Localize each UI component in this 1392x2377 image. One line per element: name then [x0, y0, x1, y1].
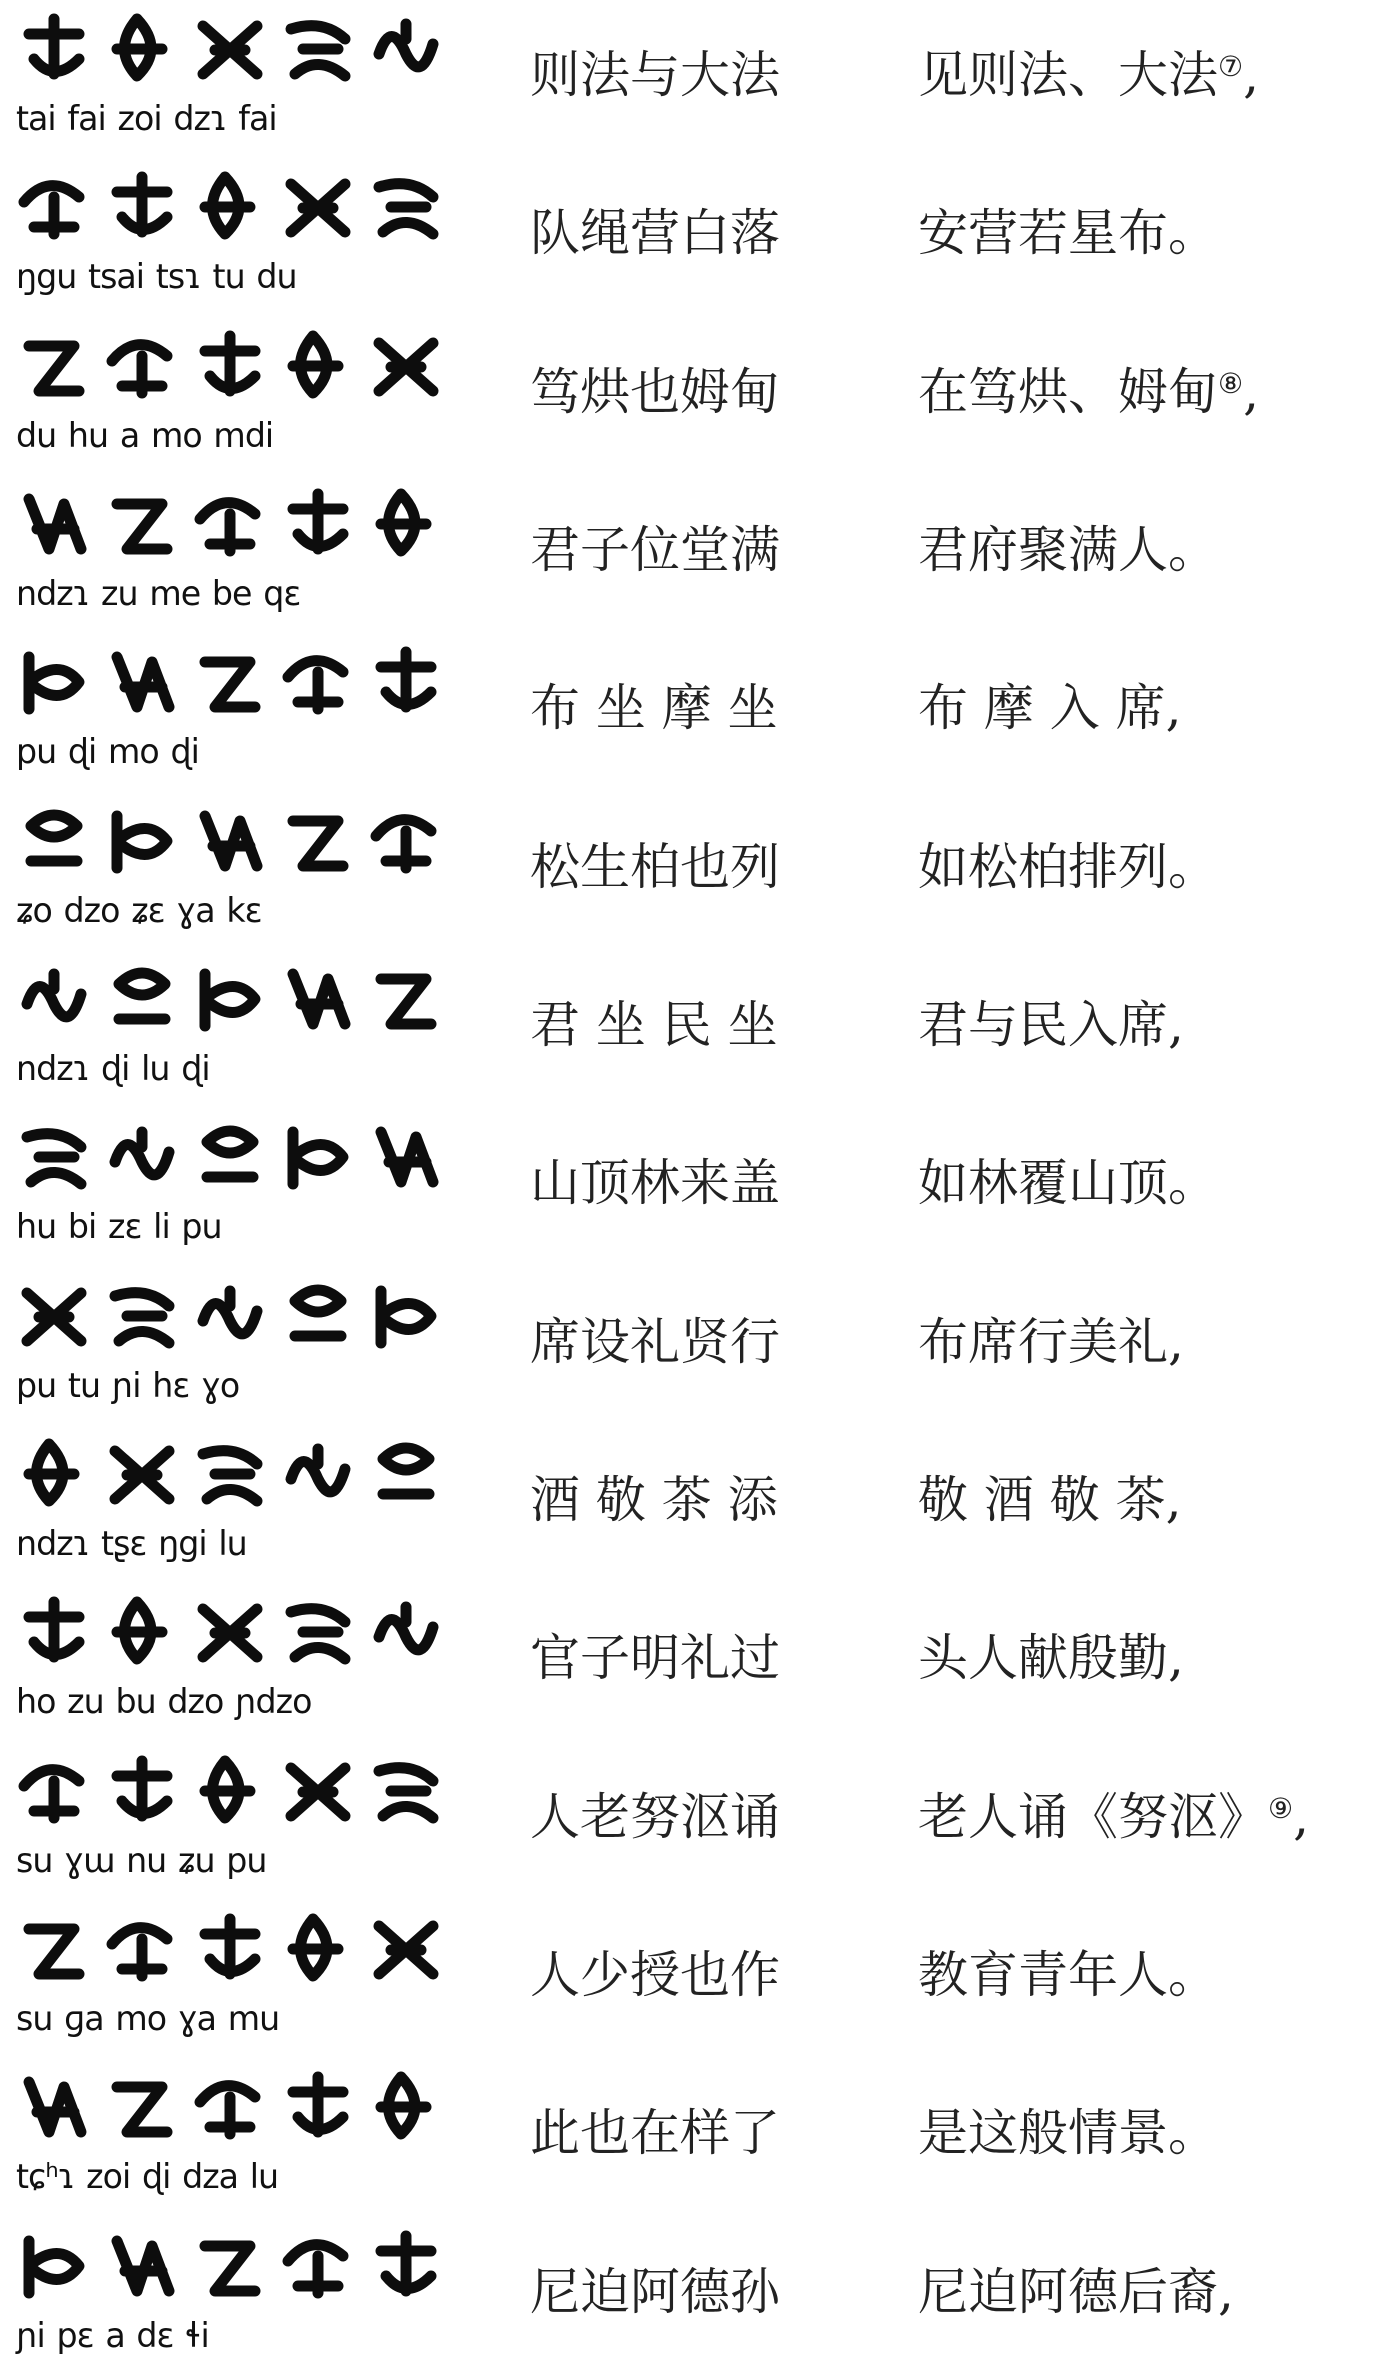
ipa-syllable: ɡa — [64, 1999, 104, 2039]
free-translation — [918, 673, 1388, 743]
literal-translation: 酒 敬 茶 添 — [530, 1471, 778, 1529]
ipa-syllable: be — [211, 574, 252, 614]
free-translation-text: 安营若星布。 — [918, 204, 1218, 263]
yi-glyph-icon — [381, 1291, 431, 1343]
yi-original-column — [10, 950, 450, 1110]
yi-glyph-icon — [379, 1767, 433, 1817]
yi-glyph-icon — [293, 2077, 343, 2132]
yi-glyph-icon — [205, 662, 255, 707]
verse-row — [0, 317, 1392, 475]
ipa-syllable: a — [119, 415, 140, 456]
ipa-syllable: bi — [67, 1207, 97, 1248]
free-translation — [918, 1782, 1388, 1852]
ipa-syllable: lu — [218, 1524, 247, 1564]
yi-script-line — [10, 1275, 450, 1355]
ipa-syllable: ɖi — [181, 1049, 210, 1089]
yi-glyph-icon — [379, 343, 433, 391]
yi-glyph-icon — [29, 657, 79, 709]
ipa-syllable: ndzɿ — [16, 574, 90, 614]
yi-glyph-icon — [203, 26, 257, 74]
ipa-transcription — [16, 1838, 446, 1884]
yi-glyph-icon — [376, 819, 431, 867]
ipa-syllable: ho — [16, 1682, 56, 1723]
yi-original-column — [10, 158, 450, 318]
ipa-syllable: dza — [182, 2157, 239, 2198]
ipa-syllable: pɛ — [56, 2315, 94, 2356]
free-translation-text: 布席行美礼, — [918, 1312, 1184, 1371]
yi-glyph-icon — [383, 1448, 429, 1494]
ipa-syllable: zoi — [86, 2157, 131, 2198]
yi-glyph-icon — [381, 494, 426, 551]
ipa-syllable: zu — [101, 574, 138, 614]
ipa-syllable: pu — [181, 1207, 222, 1248]
literal-translation: 人老努沤诵 — [530, 1787, 780, 1846]
yi-glyph-icon — [295, 1290, 341, 1336]
yi-glyph-icon — [293, 1919, 338, 1976]
yi-original-column — [10, 1108, 450, 1268]
literal-translation: 人少授也作 — [530, 1946, 780, 2004]
yi-glyph-icon — [288, 2244, 343, 2292]
yi-glyph-icon — [112, 344, 167, 392]
yi-script-line — [10, 1908, 450, 1988]
yi-script-line — [10, 483, 450, 563]
free-translation — [918, 1623, 1388, 1693]
verse-row — [0, 633, 1392, 791]
ipa-syllable: ɣa — [177, 1999, 217, 2039]
ipa-syllable: mu — [227, 1999, 280, 2039]
literal-translation: 席设礼贤行 — [530, 1312, 780, 1371]
ipa-syllable: li — [153, 1207, 170, 1248]
literal-translation: 布 坐 摩 坐 — [530, 679, 778, 738]
ipa-transcription — [16, 1521, 446, 1567]
yi-glyph-icon — [205, 1919, 255, 1974]
yi-glyph-icon — [205, 1761, 250, 1818]
ipa-syllable: qɛ — [263, 574, 301, 614]
footnote-marker[interactable]: ⑦ — [1218, 50, 1244, 83]
yi-glyph-icon — [115, 1132, 169, 1175]
ipa-syllable: bu — [115, 1682, 156, 1723]
ipa-syllable: mdi — [213, 415, 274, 456]
ipa-syllable: ɣɯ — [64, 1840, 115, 1881]
yi-original-column — [10, 2217, 450, 2377]
yi-glyph-icon — [27, 1293, 81, 1341]
ipa-transcription — [16, 1679, 446, 1725]
free-translation-text: 君府聚满人。 — [918, 521, 1218, 579]
trailing-punctuation: , — [1293, 1787, 1310, 1846]
ipa-syllable: dzo — [167, 1682, 224, 1723]
ipa-transcription — [16, 2313, 446, 2359]
ipa-syllable: ɖi — [170, 732, 199, 773]
ipa-syllable: ŋgi — [158, 1524, 207, 1564]
ipa-syllable: ndzɿ — [16, 1049, 90, 1089]
ipa-syllable: hu — [16, 1207, 57, 1248]
yi-script-line — [10, 2066, 450, 2146]
yi-glyph-icon — [205, 816, 257, 866]
free-translation-text: 老人诵《努沤》 — [918, 1787, 1268, 1846]
ipa-transcription — [16, 571, 446, 617]
ipa-syllable: ʑu — [177, 1840, 215, 1881]
ipa-transcription — [16, 2154, 446, 2200]
ipa-transcription — [16, 254, 446, 300]
ipa-transcription — [16, 729, 446, 775]
ipa-syllable: tɕʰɿ — [16, 2157, 75, 2198]
trailing-punctuation: , — [1243, 362, 1260, 421]
ipa-syllable: pu — [16, 1365, 57, 1406]
ipa-syllable: tu — [67, 1365, 101, 1406]
ipa-transcription — [16, 96, 446, 142]
yi-script-line — [10, 1433, 450, 1513]
yi-glyph-icon — [27, 1134, 81, 1184]
literal-translation: 队绳营白落 — [530, 204, 780, 263]
ipa-syllable: tu — [212, 257, 245, 298]
ipa-syllable: du — [256, 257, 297, 298]
verse-row — [0, 950, 1392, 1108]
ipa-syllable: lu — [141, 1049, 170, 1089]
yi-original-column — [10, 1900, 450, 2060]
yi-glyph-icon — [381, 1132, 433, 1182]
verse-row — [0, 2217, 1392, 2375]
yi-glyph-icon — [115, 1292, 169, 1342]
ipa-syllable: tai — [16, 99, 56, 139]
ipa-syllable: ʑɛ — [131, 890, 165, 931]
yi-glyph-icon — [117, 2087, 167, 2132]
yi-glyph-icon — [203, 1451, 257, 1501]
ipa-syllable: mo — [115, 1999, 167, 2039]
free-translation-text: 尼迫阿德后裔, — [918, 2262, 1234, 2321]
ipa-transcription — [16, 888, 446, 934]
yi-glyph-icon — [31, 815, 77, 861]
ipa-syllable: ɲi — [16, 2315, 45, 2356]
yi-glyph-icon — [29, 2082, 81, 2132]
yi-script-line — [10, 958, 450, 1038]
yi-glyph-icon — [293, 1132, 343, 1184]
verse-row — [0, 0, 1392, 158]
yi-glyph-icon — [205, 2246, 255, 2291]
literal-translation: 松生柏也列 — [530, 837, 780, 896]
ipa-transcription — [16, 1204, 446, 1250]
yi-glyph-icon — [117, 2241, 169, 2291]
verse-row — [0, 1267, 1392, 1425]
yi-script-line — [10, 641, 450, 721]
footnote-marker[interactable]: ⑧ — [1218, 366, 1244, 400]
yi-glyph-icon — [203, 1291, 257, 1334]
ipa-syllable: ʑo — [16, 890, 52, 931]
ipa-syllable: fai — [67, 99, 106, 139]
yi-glyph-icon — [29, 19, 79, 74]
literal-translation: 山顶林来盖 — [530, 1154, 780, 1213]
free-translation — [918, 1465, 1388, 1535]
yi-glyph-icon — [379, 24, 433, 67]
yi-glyph-icon — [291, 184, 345, 232]
yi-glyph-icon — [379, 1607, 433, 1650]
ipa-transcription — [16, 1046, 446, 1092]
literal-translation: 官子明礼过 — [530, 1629, 780, 1688]
ipa-syllable: nu — [126, 1840, 167, 1881]
free-translation — [918, 1148, 1388, 1218]
free-translation — [918, 515, 1388, 585]
yi-glyph-icon — [117, 504, 167, 549]
ipa-syllable: ndzɿ — [16, 1524, 90, 1564]
verse-row — [0, 1742, 1392, 1900]
yi-script-line — [10, 325, 450, 405]
free-translation — [918, 1940, 1388, 2010]
yi-script-line — [10, 166, 450, 246]
yi-script-line — [10, 2225, 450, 2305]
ipa-syllable: ɖi — [101, 1049, 130, 1089]
yi-glyph-icon — [203, 1609, 257, 1657]
yi-script-line — [10, 800, 450, 880]
ipa-syllable: fai — [238, 99, 277, 139]
ipa-syllable: ɖi — [67, 732, 97, 773]
verse-row — [0, 2058, 1392, 2216]
verse-row — [0, 792, 1392, 950]
yi-glyph-icon — [381, 2236, 431, 2291]
yi-glyph-icon — [381, 979, 431, 1024]
yi-original-column — [10, 1267, 450, 1427]
yi-glyph-icon — [293, 336, 338, 393]
verse-row — [0, 475, 1392, 633]
ipa-syllable: ŋgu — [16, 257, 77, 298]
yi-glyph-icon — [119, 973, 165, 1019]
yi-glyph-icon — [117, 177, 167, 232]
free-translation — [918, 2257, 1388, 2327]
yi-glyph-icon — [291, 1768, 345, 1816]
yi-glyph-icon — [200, 2086, 255, 2134]
free-translation — [918, 2098, 1388, 2168]
ipa-syllable: ɲdzo — [235, 1682, 312, 1723]
footnote-marker[interactable]: ⑨ — [1268, 1791, 1294, 1825]
ipa-syllable: du — [16, 415, 57, 456]
yi-glyph-icon — [379, 1926, 433, 1974]
yi-glyph-icon — [112, 1928, 167, 1976]
verse-row — [0, 158, 1392, 316]
yi-glyph-icon — [24, 1769, 79, 1817]
ipa-syllable: zu — [67, 1682, 104, 1723]
yi-original-column — [10, 317, 450, 477]
free-translation — [918, 357, 1388, 427]
ipa-syllable: hɛ — [152, 1365, 190, 1406]
ipa-syllable: dzo — [63, 890, 120, 931]
ipa-syllable: ɣo — [201, 1365, 240, 1406]
yi-glyph-icon — [200, 503, 255, 551]
literal-translation: 君子位堂满 — [530, 521, 780, 579]
yi-original-column — [10, 1742, 450, 1902]
yi-glyph-icon — [291, 1609, 345, 1659]
yi-glyph-icon — [205, 336, 255, 391]
free-translation — [918, 40, 1388, 110]
ipa-syllable: ɣa — [176, 890, 215, 931]
free-translation — [918, 832, 1388, 902]
ipa-syllable: ɬi — [185, 2315, 209, 2356]
ipa-syllable: tsɿ — [155, 257, 201, 298]
yi-glyph-icon — [29, 1444, 74, 1501]
yi-glyph-icon — [29, 2241, 79, 2293]
yi-original-column — [10, 0, 450, 160]
ipa-syllable: mo — [150, 415, 202, 456]
yi-script-line — [10, 8, 450, 88]
ipa-syllable: hu — [67, 415, 109, 456]
yi-original-column — [10, 1583, 450, 1743]
free-translation-text: 如林覆山顶。 — [918, 1154, 1218, 1213]
verse-row — [0, 1900, 1392, 2058]
ipa-syllable: su — [16, 1999, 53, 2039]
ipa-syllable: a — [105, 2315, 125, 2356]
yi-script-line — [10, 1116, 450, 1196]
yi-glyph-icon — [29, 1602, 79, 1657]
free-translation-text: 是这般情景。 — [918, 2104, 1218, 2163]
yi-glyph-icon — [205, 177, 250, 234]
free-translation-text: 头人献殷勤, — [918, 1629, 1184, 1688]
free-translation-text: 敬 酒 敬 茶, — [918, 1471, 1182, 1529]
trailing-punctuation: , — [1243, 46, 1260, 104]
free-translation-text: 见则法、大法 — [918, 46, 1218, 104]
ipa-syllable: me — [149, 574, 201, 614]
literal-translation: 此也在样了 — [530, 2104, 780, 2163]
yi-original-column — [10, 792, 450, 952]
yi-glyph-icon — [29, 1929, 79, 1974]
ipa-syllable: mo — [108, 732, 159, 773]
ipa-syllable: tʂɛ — [101, 1524, 147, 1564]
ipa-syllable: pu — [16, 732, 57, 773]
yi-glyph-icon — [117, 1761, 167, 1816]
ipa-transcription — [16, 1996, 446, 2042]
yi-glyph-icon — [27, 974, 81, 1017]
ipa-syllable: pu — [226, 1840, 267, 1881]
yi-original-column — [10, 633, 450, 793]
literal-translation: 君 坐 民 坐 — [530, 996, 778, 1054]
yi-glyph-icon — [291, 1449, 345, 1492]
yi-glyph-icon — [207, 1131, 253, 1177]
yi-glyph-icon — [293, 974, 345, 1024]
ipa-syllable: tsai — [88, 257, 145, 298]
yi-glyph-icon — [381, 2077, 426, 2134]
free-translation-text: 如松柏排列。 — [918, 837, 1218, 896]
free-translation — [918, 1307, 1388, 1377]
literal-translation: 尼迫阿德孙 — [530, 2262, 780, 2321]
verse-row — [0, 1108, 1392, 1266]
literal-translation: 则法与大法 — [530, 46, 780, 104]
yi-original-column — [10, 1425, 450, 1585]
free-translation — [918, 990, 1388, 1060]
ipa-syllable: dzɿ — [173, 99, 227, 139]
ipa-syllable: kɛ — [226, 890, 262, 931]
yi-original-column — [10, 475, 450, 635]
yi-glyph-icon — [29, 346, 79, 391]
ipa-syllable: ɲi — [111, 1365, 141, 1406]
literal-translation: 笃烘也姆甸 — [530, 362, 780, 421]
ipa-transcription — [16, 413, 446, 459]
yi-glyph-icon — [293, 821, 343, 866]
yi-original-column — [10, 2058, 450, 2218]
yi-glyph-icon — [117, 657, 169, 707]
verse-row — [0, 1425, 1392, 1583]
ipa-syllable: zoi — [117, 99, 162, 139]
yi-glyph-icon — [288, 661, 343, 709]
free-translation-text: 教育青年人。 — [918, 1946, 1218, 2004]
free-translation — [918, 198, 1388, 268]
ipa-syllable: ɖi — [141, 2157, 171, 2198]
yi-glyph-icon — [381, 652, 431, 707]
yi-glyph-icon — [379, 184, 433, 234]
yi-glyph-icon — [291, 26, 345, 76]
yi-glyph-icon — [24, 186, 79, 234]
free-translation-text: 君与民入席, — [918, 996, 1184, 1054]
yi-glyph-icon — [117, 19, 162, 76]
yi-script-line — [10, 1591, 450, 1671]
yi-script-line — [10, 1750, 450, 1830]
yi-glyph-icon — [29, 499, 81, 549]
ipa-syllable: zɛ — [108, 1207, 142, 1248]
yi-glyph-icon — [117, 1602, 162, 1659]
free-translation-text: 在笃烘、姆甸 — [918, 362, 1218, 421]
ipa-syllable: su — [16, 1840, 53, 1881]
ipa-syllable: lu — [249, 2157, 279, 2198]
yi-glyph-icon — [115, 1451, 169, 1499]
yi-glyph-icon — [293, 494, 343, 549]
yi-glyph-icon — [117, 816, 167, 868]
verse-row — [0, 1583, 1392, 1741]
ipa-transcription — [16, 1363, 446, 1409]
free-translation-text: 布 摩 入 席, — [918, 679, 1182, 738]
yi-glyph-icon — [205, 974, 255, 1026]
ipa-syllable: dɛ — [136, 2315, 174, 2356]
